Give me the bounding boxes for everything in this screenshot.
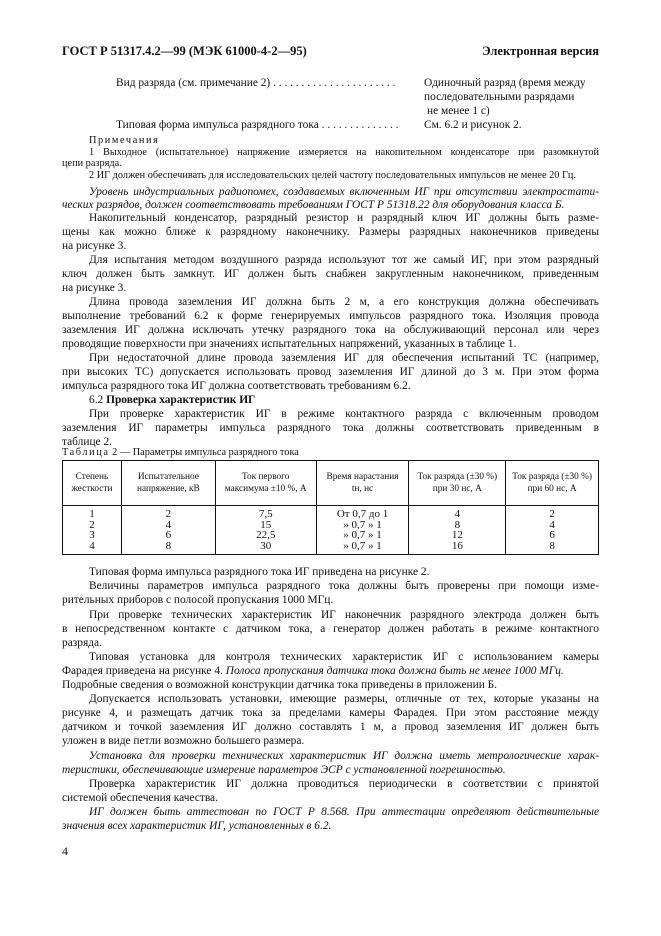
paragraph: При проверке технических характеристик ИГ наконечник разрядного электрода должен быть: [89, 609, 599, 621]
table-cell: 2: [506, 506, 599, 520]
paragraph: Уровень индустриальных радиопомех, создаваемых включенным ИГ при отсутствии электростати-: [89, 186, 599, 198]
paragraph: Типовая форма импульса разрядного тока ИГ приведена на рисунке 2.: [89, 566, 430, 578]
table-cell: 3: [63, 530, 122, 541]
paragraph: системой обеспечения качества.: [62, 792, 218, 804]
section-number: 6.2: [89, 394, 104, 406]
paragraph: датчиком и точкой заземления ИГ должно составлять 1 м, а провод заземления ИГ должен быть: [62, 721, 599, 733]
table-cell: 16: [409, 541, 506, 555]
paragraph: проводящие поверхности при значениях испытательных напряжений, указанных в таблице 1.: [62, 338, 517, 350]
paragraph: щены как можно ближе к разрядному наконечнику. Размеры разрядных наконечников приведены: [62, 226, 599, 238]
paragraph: ческих разрядов, должен соответствовать требованиям ГОСТ Р 51318.22 для оборудования класса Б.: [62, 199, 565, 211]
paragraph: уложен в виде петли возможно большего размера.: [62, 735, 305, 747]
table-cell: 30: [215, 541, 316, 555]
param-label: Вид разряда (см. примечание 2) . . . . . . . . . . . . . . . . . . . . . .: [116, 77, 396, 89]
paragraph: при высоких ТС) допускается использовать провод заземления ИГ длиной до 3 м. При этом форма: [62, 366, 599, 378]
paragraph: рисунке 4, и размещать датчик тока за пределами камеры Фарадея. При этом расстояние между: [62, 707, 599, 719]
param-value: См. 6.2 и рисунок 2.: [424, 119, 522, 131]
table-header: Ток первого максимума ±10 %, А: [215, 461, 316, 506]
paragraph: заземления ИГ должна исключать утечку разрядного тока на обслуживающий персонал или через: [62, 324, 599, 336]
table-cell: От 0,7 до 1: [316, 506, 409, 520]
paragraph: Длина провода заземления ИГ должна быть 2 м, а его конструкция должна обеспечивать: [89, 296, 599, 308]
note-1: цепи разряда.: [62, 158, 122, 169]
table-row: [63, 506, 599, 520]
paragraph: Типовая установка для контроля технических характеристик ИГ с использованием камеры: [89, 651, 599, 663]
param-value: Одиночный разряд (время между: [424, 77, 586, 89]
paragraph: на рисунке 3.: [62, 240, 127, 252]
paragraph: Установка для проверки технических характеристик ИГ должна иметь метрологические харак-: [89, 750, 599, 762]
table-cell: » 0,7 » 1: [316, 530, 409, 541]
table-cell: 4: [121, 520, 215, 531]
paragraph: Для испытания методом воздушного разряда используют тот же самый ИГ, при этом разрядный: [89, 254, 599, 266]
paragraph: теристики, обеспечивающие измерение параметров ЭСР с установленной погрешностью.: [62, 764, 506, 776]
paragraph: разряда.: [62, 637, 102, 649]
paragraph: Величины параметров импульса разрядного тока должны быть проверены при помощи изме-: [89, 580, 599, 592]
paragraph: ИГ должен быть аттестован по ГОСТ Р 8.568. При аттестации определяют действительные: [89, 806, 599, 818]
parameters-table: [62, 460, 599, 555]
table-cell: 8: [121, 541, 215, 555]
paragraph: Проверка характеристик ИГ должна проводиться периодически в соответствии с принятой: [89, 778, 599, 790]
table-cell: 4: [409, 506, 506, 520]
table-cell: » 0,7 » 1: [316, 520, 409, 531]
table-caption-word: Таблица: [62, 447, 110, 458]
paragraph: При недостаточной длине провода заземления ИГ для обеспечения испытаний ТС (например,: [89, 352, 599, 364]
paragraph: таблице 2.: [62, 436, 113, 448]
paragraph: значения всех характеристик ИГ, установленных в 6.2.: [62, 820, 332, 832]
table-header: Ток разряда (±30 %) при 60 нс, А: [506, 461, 599, 506]
paragraph: Допускается использовать установки, имеющие размеры, отличные от тех, которые указаны на: [89, 693, 599, 705]
table-caption: [62, 446, 299, 460]
section-title: Проверка характеристик ИГ: [106, 394, 256, 406]
header-version: Электронная версия: [482, 44, 599, 58]
table-row: [63, 530, 599, 541]
note-1: 1 Выходное (испытательное) напряжение измеряется на накопительном конденсаторе при разомкнутой: [89, 147, 599, 158]
table-cell: 6: [506, 530, 599, 541]
note-2: 2 ИГ должен обеспечивать для исследовательских целей частоту последовательных импульсов не менее 20 Гц.: [89, 170, 576, 181]
paragraph: выполнение требований 6.2 к форме генерируемых импульсов разрядного тока. Изоляция провода: [62, 310, 599, 322]
table-cell: 2: [121, 506, 215, 520]
table-cell: 4: [506, 520, 599, 531]
param-value: не менее 1 с): [427, 105, 490, 117]
table-cell: 8: [409, 520, 506, 531]
paragraph: на рисунке 3.: [62, 282, 127, 294]
table-header: Ток разряда (±30 %) при 30 нс, А: [409, 461, 506, 506]
table-cell: 22,5: [215, 530, 316, 541]
table-cell: 6: [121, 530, 215, 541]
paragraph: импульса разрядного тока ИГ должна соответствовать требованиям 6.2.: [62, 380, 411, 392]
table-cell: 12: [409, 530, 506, 541]
param-label: Типовая форма импульса разрядного тока . . . . . . . . . . . . . .: [116, 119, 399, 131]
table-cell: 15: [215, 520, 316, 531]
table-cell: » 0,7 » 1: [316, 541, 409, 555]
table-header-row: [63, 461, 599, 506]
table-row: [63, 541, 599, 555]
paragraph: в непосредственном контакте с датчиком тока, а генератор должен работать в режиме контактного: [62, 623, 599, 635]
paragraph: При проверке характеристик ИГ в режиме контактного разряда с включенным проводом: [89, 408, 599, 420]
table-header: Испытательное напряжение, кВ: [121, 461, 215, 506]
table-header: Степень жесткости: [63, 461, 122, 506]
table-cell: 7,5: [215, 506, 316, 520]
page-number: 4: [62, 844, 68, 858]
paragraph-text-italic: Полоса пропускания датчика тока должна быть не менее 1000 МГц.: [225, 665, 564, 677]
paragraph: [62, 664, 564, 678]
paragraph: заземления ИГ параметры импульса разрядного тока должны соответствовать приведенным в: [62, 422, 599, 434]
table-cell: 1: [63, 506, 122, 520]
table-header: Время нарастания tн, нс: [316, 461, 409, 506]
table-caption-text: 2 — Параметры импульса разрядного тока: [112, 447, 299, 458]
notes-title: Примечания: [89, 135, 160, 146]
paragraph-text: Фарадея приведена на рисунке 4.: [62, 665, 226, 677]
section-heading: [89, 393, 255, 407]
paragraph: ключ должен быть замкнут. ИГ должен быть снабжен закругленным наконечником, приведенным: [62, 268, 599, 280]
param-value: последовательными разрядами: [424, 91, 575, 103]
paragraph: Подробные сведения о возможной конструкции датчика тока приведены в приложении Б.: [62, 679, 498, 691]
table-cell: 4: [63, 541, 122, 555]
header-standard: ГОСТ Р 51317.4.2—99 (МЭК 61000-4-2—95): [62, 44, 307, 58]
table-cell: 8: [506, 541, 599, 555]
paragraph: рительных приборов с полосой пропускания 1000 МГц.: [62, 594, 334, 606]
table-row: [63, 520, 599, 531]
paragraph: Накопительный конденсатор, разрядный резистор и разрядный ключ ИГ должны быть разме-: [89, 212, 599, 224]
table-cell: 2: [63, 520, 122, 531]
